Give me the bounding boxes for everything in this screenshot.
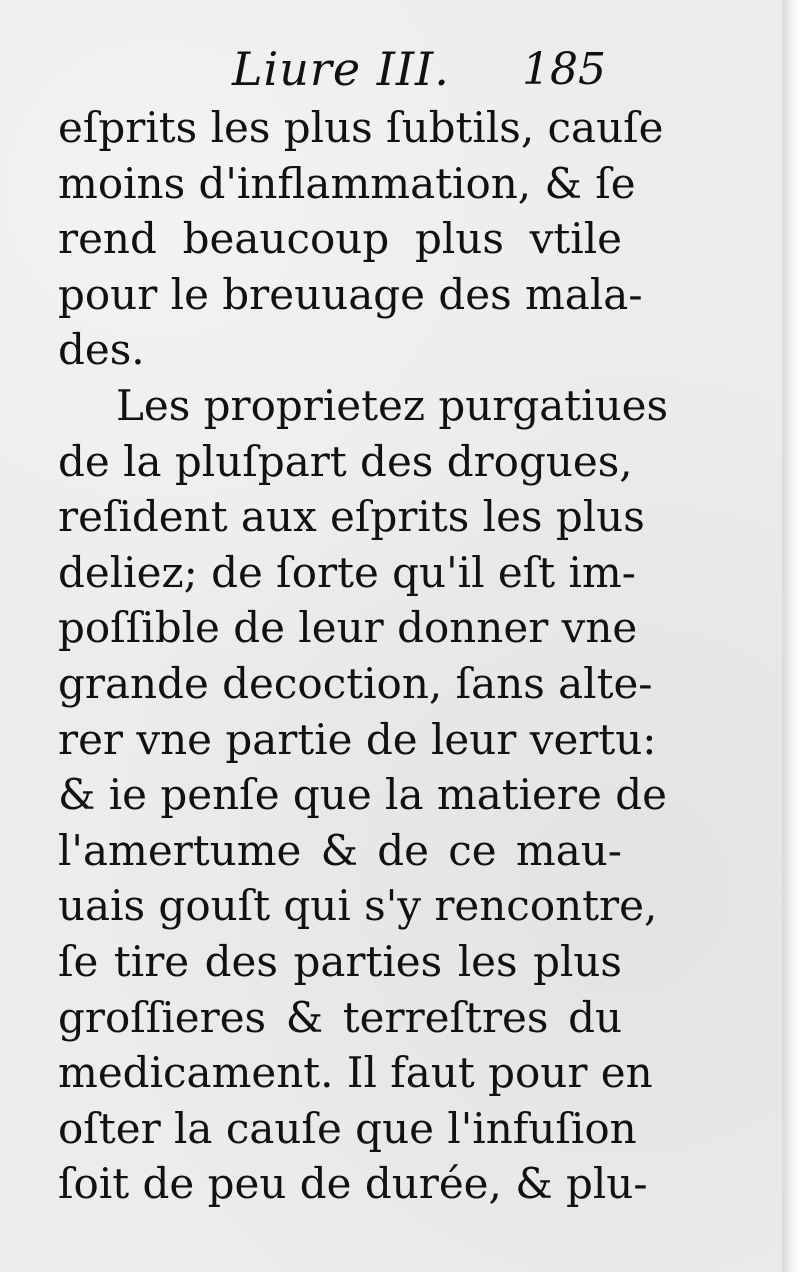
text-line: eſprits les plus ſubtils, cauſe [58,103,664,152]
running-head: Liure III. [232,42,450,96]
text-line: rer vne partie de leur vertu: [58,714,657,764]
text-line: Les proprietez purgatiues [116,380,669,430]
text-line: ſe tire des parties les plus [58,936,622,986]
text-line: groſſieres & terreſtres du [58,992,622,1042]
text-line: rend beaucoup plus vtile [58,214,622,264]
text-line: deliez; de ſorte qu'il eſt im- [58,547,636,597]
text-line: l'amertume & de ce mau- [58,825,622,875]
text-line: ſoit de peu de durée, & plu- [58,1159,648,1209]
page-number: 185 [522,44,606,95]
text-line: medicament. Il faut pour en [58,1048,653,1098]
text-line: oſter la cauſe que l'infuſion [58,1103,637,1153]
text-line: de la pluſpart des drogues, [58,436,633,486]
text-line: grande decoction, ſans alte- [58,658,653,708]
paragraph-1 [58,100,664,378]
text-line: reſident aux eſprits les plus [58,492,645,542]
text-line: moins d'inflammation, & ſe [58,158,636,208]
text-line: pour le breuuage des mala- [58,269,643,319]
paragraph-2 [58,378,669,1212]
text-line: poſſible de leur donner vne [58,603,638,653]
text-line: uais gouſt qui s'y rencontre, [58,881,658,931]
page-header [0,42,782,102]
body-text [58,100,669,1212]
text-line: des. [58,325,145,375]
text-line: & ie penſe que la matiere de [58,770,667,820]
page-edge [782,0,800,1272]
